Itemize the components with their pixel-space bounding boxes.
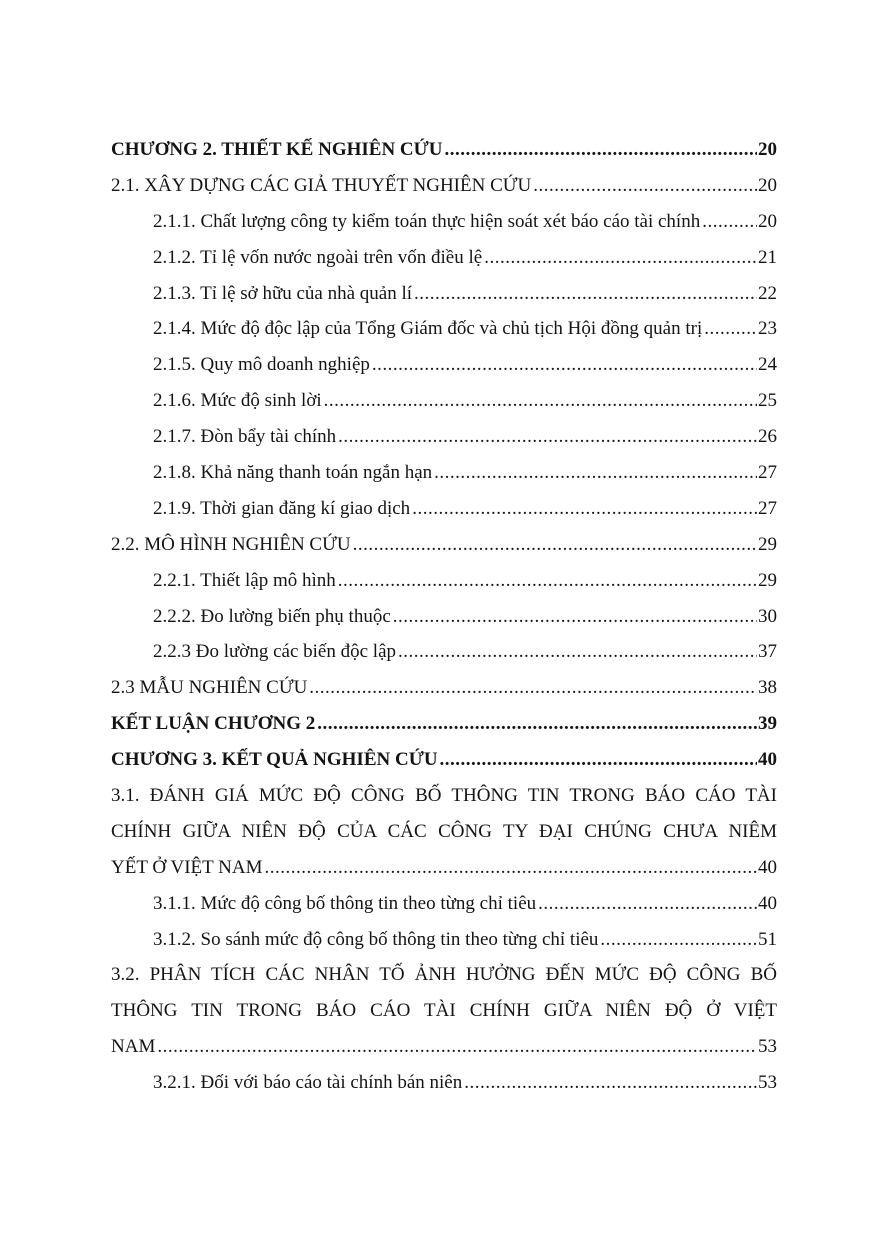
toc-entry-title: 2.1.6. Mức độ sinh lời: [153, 390, 322, 412]
toc-entry: [111, 240, 777, 276]
toc-entry-title: KẾT LUẬN CHƯƠNG 2: [111, 713, 316, 735]
toc-entry-page-number: 25: [758, 390, 777, 412]
toc-entry-title: 2.1.3. Tỉ lệ sở hữu của nhà quản lí: [153, 282, 413, 304]
toc-entry-page-number: 40: [758, 749, 777, 771]
toc-dot-leader: [412, 491, 757, 527]
toc-dot-leader: [372, 347, 757, 383]
toc-dot-leader: [702, 204, 757, 240]
toc-dot-leader: [445, 132, 758, 168]
toc-dot-leader: [309, 670, 757, 706]
toc-dot-leader: [464, 1065, 757, 1101]
toc-entry-title: 3.2.1. Đối với báo cáo tài chính bán niên: [153, 1072, 463, 1094]
toc-dot-leader: [440, 742, 757, 778]
toc-entry-title: 2.1.2. Tỉ lệ vốn nước ngoài trên vốn điều lệ: [153, 246, 483, 268]
toc-entry-page-number: 30: [758, 605, 777, 627]
toc-entry-title: CHƯƠNG 2. THIẾT KẾ NGHIÊN CỨU: [111, 139, 443, 160]
toc-entry: [111, 276, 777, 312]
toc-entry-title: 2.2.2. Đo lường biến phụ thuộc: [153, 605, 391, 627]
toc-entry: [111, 850, 777, 886]
toc-entry-title: 2.2.1. Thiết lập mô hình: [153, 569, 336, 591]
toc-entry-title: 2.1.4. Mức độ độc lập của Tổng Giám đốc và chủ tịch Hội đồng quản trị: [153, 318, 703, 340]
toc-entry-title: 2.1.5. Quy mô doanh nghiệp: [153, 354, 370, 376]
toc-entry-title: NAM: [111, 1036, 156, 1058]
toc-entry: [111, 634, 777, 670]
toc-entry: [111, 706, 777, 742]
toc-entry: [111, 1065, 777, 1101]
toc-entry-page-number: 21: [758, 246, 777, 268]
toc-entry: [111, 563, 777, 599]
toc-dot-leader: [324, 383, 757, 419]
toc-entry-title: 3.1.1. Mức độ công bố thông tin theo từng chỉ tiêu: [153, 892, 537, 914]
toc-dot-leader: [157, 1029, 757, 1065]
toc-entry: [111, 922, 777, 958]
toc-entry-page-number: 40: [758, 892, 777, 914]
toc-entry: [111, 1029, 777, 1065]
toc-entry-page-number: 38: [758, 677, 777, 699]
toc-entry-page-number: 39: [758, 713, 777, 735]
toc-entry-title: YẾT Ở VIỆT NAM: [111, 856, 263, 878]
toc-entry-page-number: 51: [758, 928, 777, 950]
toc-dot-leader: [600, 922, 757, 958]
toc-entry-title-line: CHÍNH GIỮA NIÊN ĐỘ CỦA CÁC CÔNG TY ĐẠI CHÚNG CHƯA NIÊM: [111, 820, 777, 842]
toc-entry-title: 2.2. MÔ HÌNH NGHIÊN CỨU: [111, 533, 351, 555]
toc-dot-leader: [434, 455, 757, 491]
toc-dot-leader: [317, 706, 757, 742]
toc-entry-title: 2.1.1. Chất lượng công ty kiểm toán thực hiện soát xét báo cáo tài chính: [153, 210, 701, 232]
toc-entry-title: 2.3 MẪU NGHIÊN CỨU: [111, 677, 308, 699]
toc-entry-page-number: 29: [758, 569, 777, 591]
toc-entry-title: 2.1.7. Đòn bẩy tài chính: [153, 426, 337, 448]
toc-entry-title: 2.2.3 Đo lường các biến độc lập: [153, 641, 397, 663]
toc-entry-page-number: 40: [758, 856, 777, 878]
toc-entry-page-number: 53: [758, 1072, 777, 1094]
toc-dot-leader: [338, 419, 757, 455]
toc-entry: [111, 599, 777, 635]
toc-entry-title-line: 3.1. ĐÁNH GIÁ MỨC ĐỘ CÔNG BỐ THÔNG TIN TRONG BÁO CÁO TÀI: [111, 785, 777, 807]
toc-entry: [111, 670, 777, 706]
toc-entry-page-number: 53: [758, 1036, 777, 1058]
toc-entry-page-number: 27: [758, 497, 777, 519]
toc-entry-title: CHƯƠNG 3. KẾT QUẢ NGHIÊN CỨU: [111, 749, 438, 771]
toc-entry: [111, 168, 777, 204]
toc-entry: [111, 347, 777, 383]
toc-entry: [111, 419, 777, 455]
toc-entry-page-number: 23: [758, 318, 777, 340]
toc-dot-leader: [393, 599, 757, 635]
toc-dot-leader: [414, 276, 757, 312]
toc-entry-page-number: 26: [758, 426, 777, 448]
toc-entry: [111, 491, 777, 527]
toc-entry: [111, 455, 777, 491]
toc-entry-page-number: 24: [758, 354, 777, 376]
toc-entry-page-number: 27: [758, 462, 777, 484]
toc-entry: [111, 311, 777, 347]
toc-entry-page-number: 29: [758, 533, 777, 555]
toc-entry: [111, 383, 777, 419]
toc-dot-leader: [484, 240, 757, 276]
toc-dot-leader: [398, 634, 757, 670]
toc-dot-leader: [353, 527, 757, 563]
toc-entry: [111, 204, 777, 240]
toc-dot-leader: [264, 850, 757, 886]
table-of-contents: [111, 132, 777, 1101]
toc-entry: [111, 527, 777, 563]
toc-dot-leader: [533, 168, 757, 204]
toc-entry-title: 2.1. XÂY DỰNG CÁC GIẢ THUYẾT NGHIÊN CỨU: [111, 174, 532, 196]
toc-entry-page-number: 20: [758, 174, 777, 196]
toc-dot-leader: [338, 563, 757, 599]
toc-entry-title-line: 3.2. PHÂN TÍCH CÁC NHÂN TỐ ẢNH HƯỞNG ĐẾN MỨC ĐỘ CÔNG BỐ: [111, 964, 777, 986]
toc-dot-leader: [538, 886, 757, 922]
toc-entry-title-line: THÔNG TIN TRONG BÁO CÁO TÀI CHÍNH GIỮA NIÊN ĐỘ Ở VIỆT: [111, 1000, 777, 1022]
toc-entry-title: 2.1.8. Khả năng thanh toán ngắn hạn: [153, 462, 433, 484]
toc-entry-page-number: 20: [758, 139, 777, 160]
toc-entry-title: 3.1.2. So sánh mức độ công bố thông tin theo từng chỉ tiêu: [153, 928, 599, 950]
toc-entry-page-number: 20: [758, 210, 777, 232]
toc-dot-leader: [704, 311, 757, 347]
toc-entry: [111, 742, 777, 778]
toc-entry: [111, 132, 777, 168]
toc-entry: [111, 886, 777, 922]
toc-entry-title: 2.1.9. Thời gian đăng kí giao dịch: [153, 497, 411, 519]
toc-entry-page-number: 22: [758, 282, 777, 304]
toc-entry-page-number: 37: [758, 641, 777, 663]
